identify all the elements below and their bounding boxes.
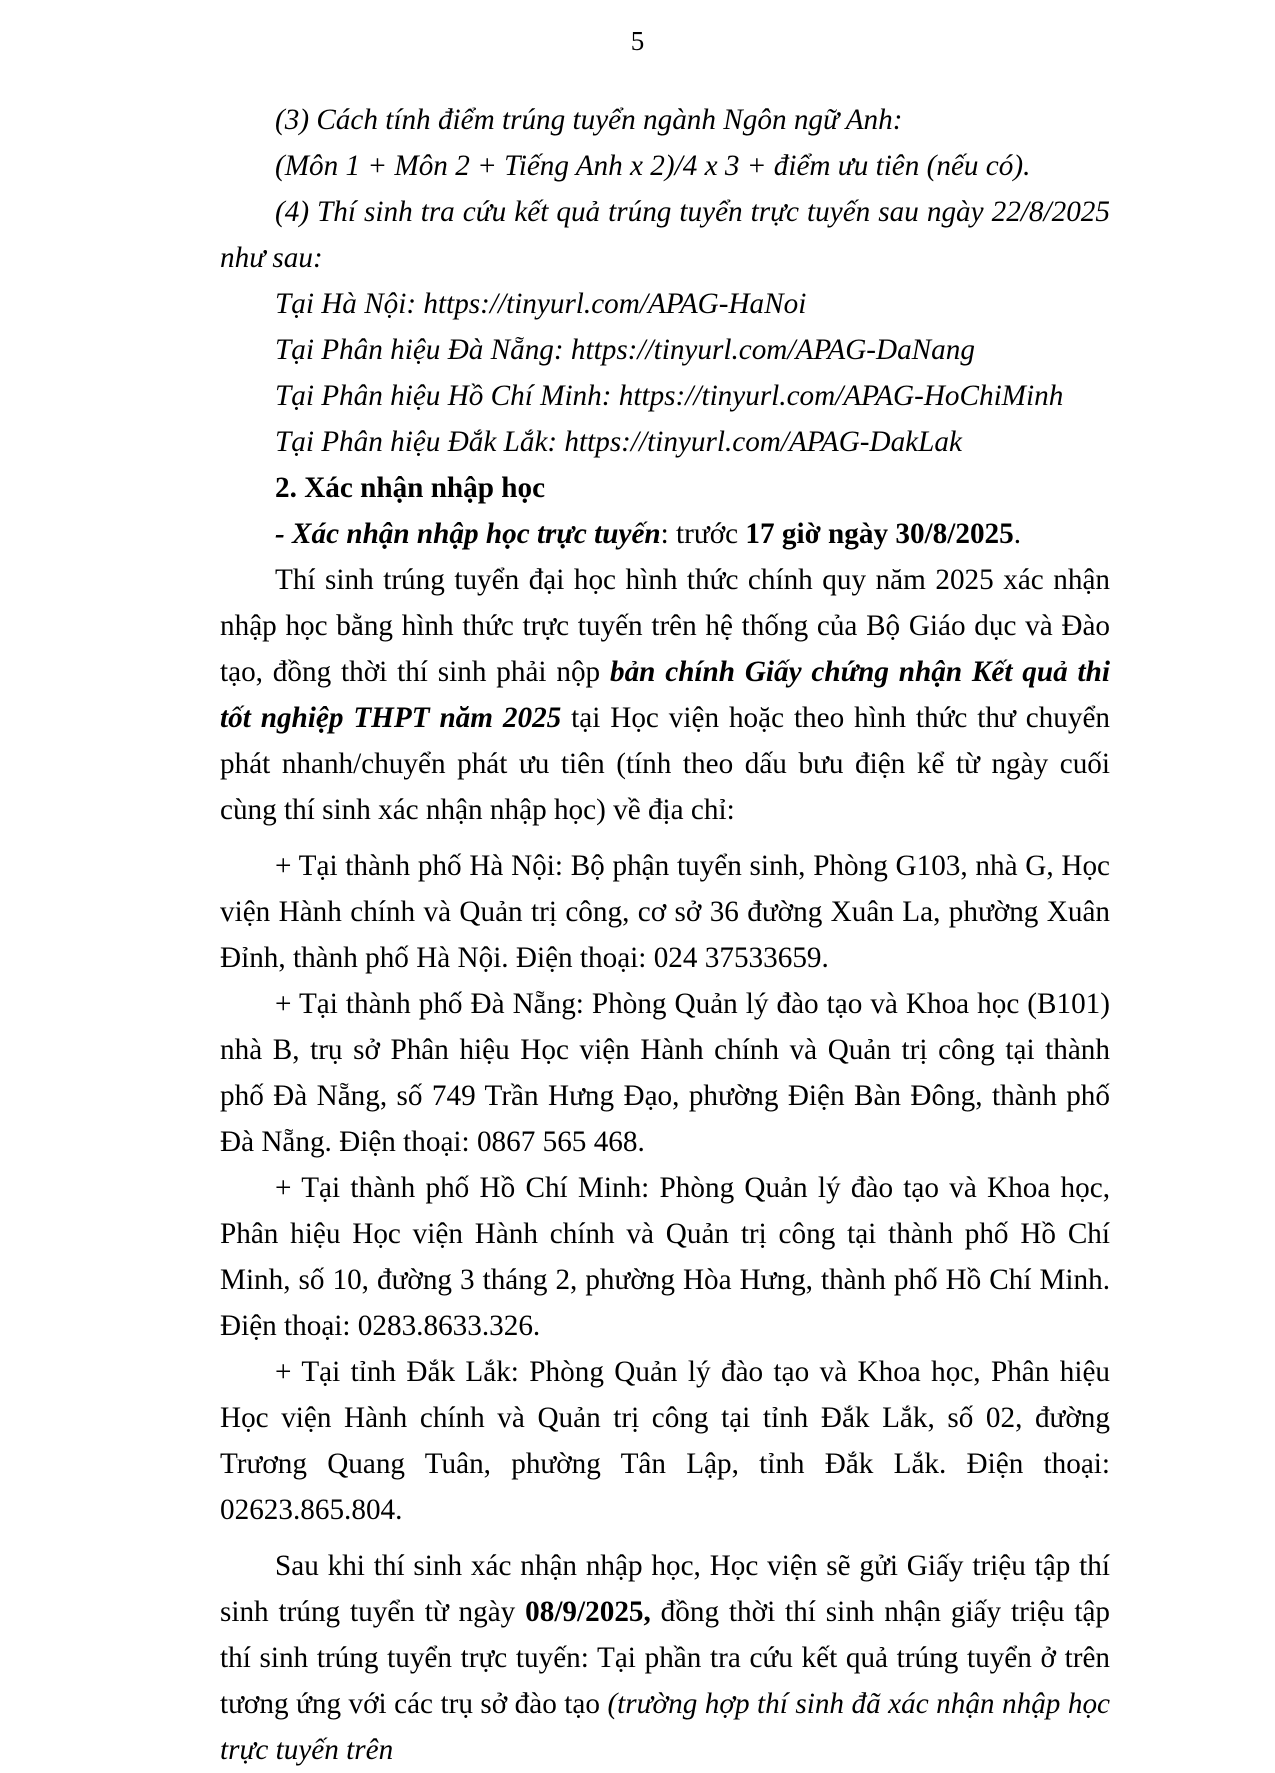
text-run: : trước — [660, 518, 746, 550]
note-result-lookup — [220, 189, 1110, 281]
text-run: Tại Phân hiệu Đắk Lắk: https://tinyurl.com/APAG-DakLak — [275, 426, 962, 458]
address-danang — [220, 981, 1110, 1165]
text-run: (Môn 1 + Môn 2 + Tiếng Anh x 2)/4 x 3 + điểm ưu tiên (nếu có). — [275, 150, 1031, 182]
text-run: Tại Phân hiệu Đà Nẵng: https://tinyurl.com/APAG-DaNang — [275, 334, 975, 366]
text-run: bản chính Giấy chứng nhận Kết quả thi tốt nghiệp THPT năm 2025 — [220, 656, 1110, 734]
english-major-formula — [220, 143, 1110, 189]
address-hanoi — [220, 843, 1110, 981]
text-run: . — [1013, 518, 1022, 550]
text-run: + Tại tỉnh Đắk Lắk: Phòng Quản lý đào tạo và Khoa học, Phân hiệu Học viện Hành chính và Quản trị công tại tỉnh Đắk Lắk, số 02, đường Trương Quang Tuân, phường Tân Lập, tỉnh Đắk Lắk. Điện thoại: 02623.865.804. — [220, 1356, 1110, 1526]
online-confirmation-deadline — [220, 511, 1110, 557]
text-run: đồng thời thí sinh nhận giấy triệu tập thí sinh trúng tuyển trực tuyến: Tại phần tra cứu kết quả trúng tuyển ở trên tương ứng với các trụ sở đào tạo — [220, 1596, 1110, 1720]
text-run: 08/9/2025, — [525, 1596, 651, 1628]
page-number: 5 — [630, 26, 645, 56]
lookup-link-daklak — [220, 419, 1110, 465]
text-run: Tại Hà Nội: https://tinyurl.com/APAG-HaNoi — [275, 288, 807, 320]
lookup-link-danang — [220, 327, 1110, 373]
text-run: - Xác nhận nhập học trực tuyến — [275, 518, 661, 550]
lookup-link-hochiminh — [220, 373, 1110, 419]
document-body — [220, 97, 1110, 1773]
section-heading-2 — [220, 465, 1110, 511]
text-run: + Tại thành phố Đà Nẵng: Phòng Quản lý đào tạo và Khoa học (B101) nhà B, trụ sở Phân hiệu Học viện Hành chính và Quản trị công tại thành phố Đà Nẵng, số 749 Trần Hưng Đạo, phường Điện Bàn Đông, thành phố Đà Nẵng. Điện thoại: 0867 565 468. — [220, 988, 1110, 1158]
text-run: + Tại thành phố Hà Nội: Bộ phận tuyển sinh, Phòng G103, nhà G, Học viện Hành chính và Quản trị công, cơ sở 36 đường Xuân La, phường Xuân Đỉnh, thành phố Hà Nội. Điện thoại: 024 37533659. — [220, 850, 1110, 974]
note-english-major-formula — [220, 97, 1110, 143]
text-run: 17 giờ ngày 30/8/2025 — [745, 518, 1014, 550]
text-run: tại Học viện hoặc theo hình thức thư chuyển phát nhanh/chuyển phát ưu tiên (tính theo dấu bưu điện kể từ ngày cuối cùng thí sinh xác nhận nhập học) về địa chỉ: — [220, 702, 1111, 826]
text-run: (3) Cách tính điểm trúng tuyển ngành Ngôn ngữ Anh: — [275, 104, 903, 136]
text-run: (trường hợp thí sinh đã xác nhận nhập học trực tuyến trên — [220, 1688, 1111, 1766]
text-run: 2. Xác nhận nhập học — [275, 472, 546, 504]
address-hochiminh — [220, 1165, 1110, 1349]
text-run: (4) Thí sinh tra cứu kết quả trúng tuyển trực tuyến sau ngày 22/8/2025 như sau: — [220, 196, 1110, 274]
text-run: Tại Phân hiệu Hồ Chí Minh: https://tinyurl.com/APAG-HoChiMinh — [275, 380, 1064, 412]
lookup-link-hanoi — [220, 281, 1110, 327]
summons-letter-info — [220, 1543, 1110, 1773]
text-run: Thí sinh trúng tuyển đại học hình thức chính quy năm 2025 xác nhận nhập học bằng hình thức trực tuyến trên hệ thống của Bộ Giáo dục và Đào tạo, đồng thời thí sinh phải nộp — [220, 564, 1110, 688]
address-daklak — [220, 1349, 1110, 1533]
text-run: + Tại thành phố Hồ Chí Minh: Phòng Quản lý đào tạo và Khoa học, Phân hiệu Học viện Hành chính và Quản trị công tại thành phố Hồ Chí Minh, số 10, đường 3 tháng 2, phường Hòa Hưng, thành phố Hồ Chí Minh. Điện thoại: 0283.8633.326. — [220, 1172, 1110, 1342]
text-run: Sau khi thí sinh xác nhận nhập học, Học viện sẽ gửi Giấy triệu tập thí sinh trúng tuyển từ ngày — [220, 1550, 1110, 1628]
confirmation-instructions — [220, 557, 1110, 833]
